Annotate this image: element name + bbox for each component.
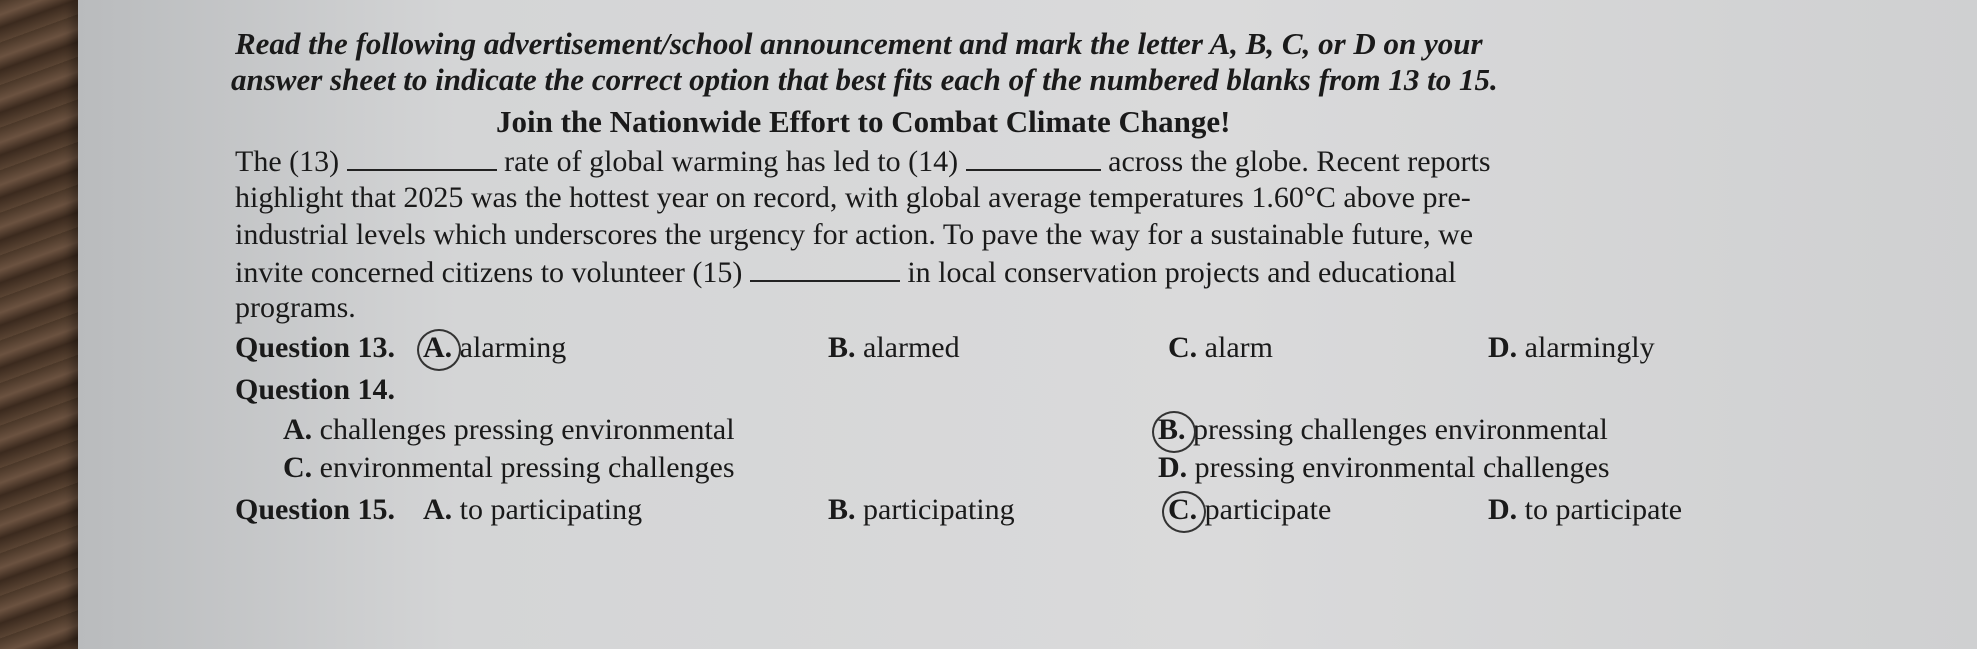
- blank-14: [966, 143, 1101, 171]
- passage-title: Join the Nationwide Effort to Combat Climate Change!: [496, 104, 1231, 139]
- q15-option-b[interactable]: [828, 492, 1015, 528]
- passage-line-2: highlight that 2025 was the hottest year on record, with global average temperatures 1.60°C above pre-: [235, 181, 1471, 214]
- option-letter: B.: [1158, 413, 1186, 446]
- q15-option-d[interactable]: [1488, 492, 1682, 528]
- option-text: participate: [1204, 493, 1332, 526]
- q15-option-a[interactable]: [423, 492, 642, 528]
- question-13-label: Question 13.: [235, 331, 396, 364]
- option-letter: C.: [283, 451, 313, 484]
- q14-option-a[interactable]: [283, 412, 735, 448]
- passage-line-3: industrial levels which underscores the urgency for action. To pave the way for a sustainable future, we: [235, 218, 1474, 251]
- option-text: to participate: [1524, 493, 1683, 526]
- q14-option-d[interactable]: [1158, 450, 1610, 486]
- option-letter: A.: [423, 331, 453, 364]
- instruction-line-1: Read the following advertisement/school announcement and mark the letter A, B, C, or D on your: [235, 26, 1483, 61]
- option-letter: D.: [1488, 331, 1518, 364]
- passage-line-4: [235, 254, 1456, 291]
- option-text: alarm: [1204, 331, 1273, 364]
- option-letter: B.: [828, 331, 856, 364]
- blank-15: [750, 254, 900, 282]
- question-15-label: Question 15.: [235, 493, 396, 526]
- passage-text: across the globe. Recent reports: [1100, 145, 1491, 178]
- blank-13: [347, 143, 497, 171]
- option-letter: D.: [1488, 493, 1518, 526]
- option-text: participating: [863, 493, 1015, 526]
- passage-text: The (13): [235, 145, 347, 178]
- question-14-label: Question 14.: [235, 373, 396, 406]
- q15-option-c[interactable]: [1168, 492, 1331, 528]
- option-text: pressing environmental challenges: [1194, 451, 1610, 484]
- option-letter: A.: [283, 413, 313, 446]
- q14-option-b[interactable]: [1158, 412, 1608, 448]
- option-letter: D.: [1158, 451, 1188, 484]
- q13-option-c[interactable]: [1168, 330, 1273, 366]
- option-letter: C.: [1168, 331, 1198, 364]
- option-text: environmental pressing challenges: [319, 451, 735, 484]
- passage-line-1: [235, 143, 1491, 180]
- passage-text: rate of global warming has led to (14): [496, 145, 966, 178]
- option-text: challenges pressing environmental: [319, 413, 735, 446]
- passage-line-5: programs.: [235, 291, 356, 324]
- q13-option-a[interactable]: [423, 330, 566, 366]
- passage-text: in local conservation projects and educational: [899, 256, 1457, 289]
- passage-text: invite concerned citizens to volunteer (15): [235, 256, 750, 289]
- option-letter: A.: [423, 493, 453, 526]
- instruction-line-2: answer sheet to indicate the correct option that best fits each of the numbered blanks from 13 to 15.: [231, 62, 1498, 97]
- option-text: to participating: [459, 493, 643, 526]
- worksheet-paper: [78, 0, 1977, 649]
- option-text: alarmingly: [1524, 331, 1655, 364]
- q13-option-b[interactable]: [828, 330, 960, 366]
- q14-option-c[interactable]: [283, 450, 735, 486]
- q13-option-d[interactable]: [1488, 330, 1655, 366]
- option-letter: C.: [1168, 493, 1198, 526]
- option-letter: B.: [828, 493, 856, 526]
- option-text: alarmed: [863, 331, 960, 364]
- option-text: alarming: [459, 331, 567, 364]
- option-text: pressing challenges environmental: [1193, 413, 1608, 446]
